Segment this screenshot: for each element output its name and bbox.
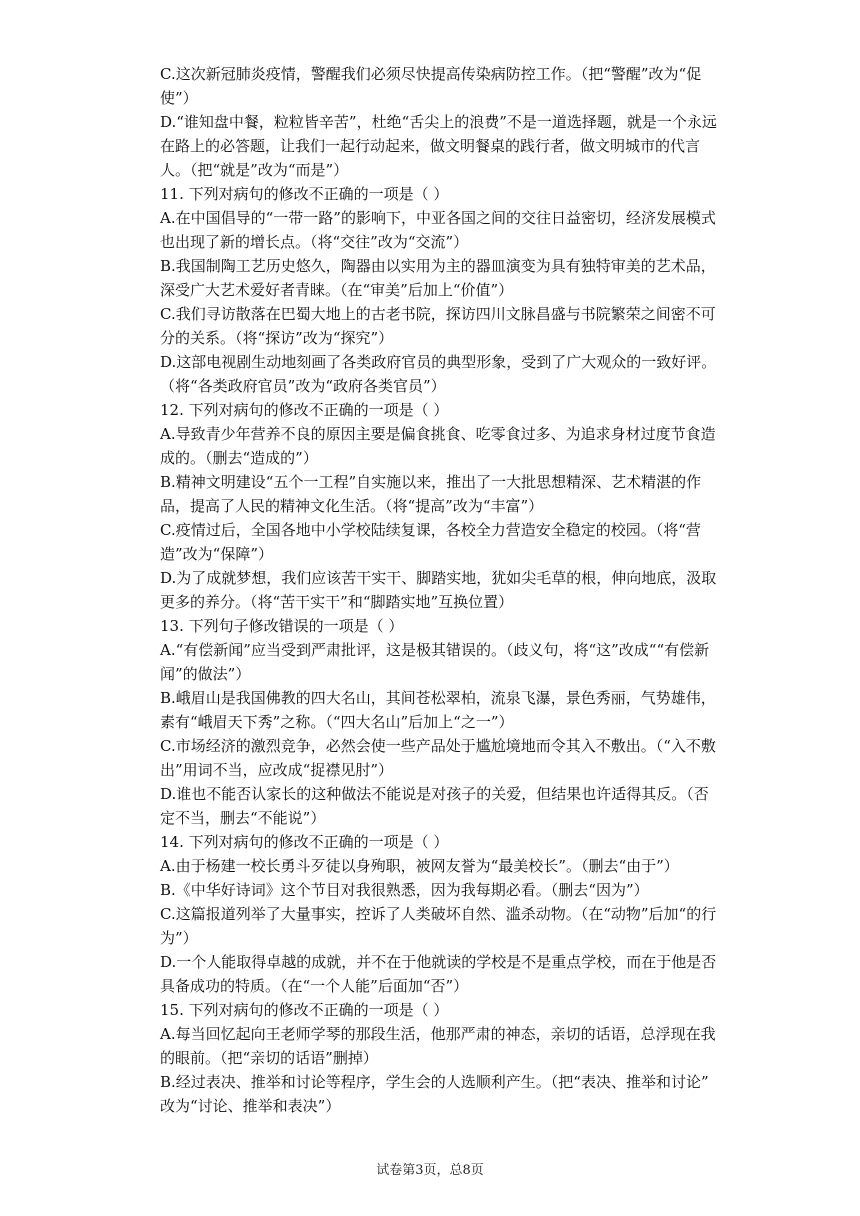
text-line: A.在中国倡导的“一带一路”的影响下，中亚各国之间的交往日益密切，经济发展模式 — [160, 209, 716, 227]
text-line: 人。（把“就是”改为“而是”） — [160, 161, 349, 179]
text-line: D.一个人能取得卓越的成就，并不在于他就读的学校是不是重点学校，而在于他是否 — [160, 953, 717, 971]
text-line: C.这篇报道列举了大量事实，控诉了人类破坏自然、滥杀动物。（在“动物”后加“的行 — [160, 905, 717, 923]
text-line: 素有“峨眉天下秀”之称。（“四大名山”后加上“之一”） — [160, 713, 514, 731]
text-line: 出”用词不当，应改成“捉襟见肘”） — [160, 761, 394, 779]
text-line: B.我国制陶工艺历史悠久，陶器由以实用为主的器皿演变为具有独特审美的艺术品， — [160, 257, 716, 275]
text-line: 为”） — [160, 929, 198, 947]
text-line: 的眼前。（把“亲切的话语”删掉） — [160, 1049, 378, 1067]
text-line: 品，提高了人民的精神文化生活。（将“提高”改为“丰富”） — [160, 497, 544, 515]
document-body — [160, 62, 720, 1118]
text-line: A.导致青少年营养不良的原因主要是偏食挑食、吃零食过多、为追求身材过度节食造 — [160, 425, 716, 443]
text-line: 闻”的做法”） — [160, 665, 251, 683]
text-line: B.《中华好诗词》这个节目对我很熟悉，因为我每期必看。（删去“因为”） — [160, 881, 649, 899]
text-line: 使”） — [160, 89, 198, 107]
question-12-stem: 12. 下列对病句的修改不正确的一项是（ ） — [160, 401, 449, 419]
text-line: 造”改为“保障”） — [160, 545, 274, 563]
text-line: 成的。（删去“造成的”） — [160, 449, 318, 467]
question-14-stem: 14. 下列对病句的修改不正确的一项是（ ） — [160, 833, 449, 851]
question-15-stem: 15. 下列对病句的修改不正确的一项是（ ） — [160, 1001, 449, 1019]
text-line: 定不当，删去“不能说”） — [160, 809, 326, 827]
question-11-stem: 11. 下列对病句的修改不正确的一项是（ ） — [160, 185, 449, 203]
text-line: C.这次新冠肺炎疫情，警醒我们必须尽快提高传染病防控工作。（把“警醒”改为“促 — [160, 65, 702, 83]
text-line: C.疫情过后，全国各地中小学校陆续复课，各校全力营造安全稳定的校园。（将“营 — [160, 521, 701, 539]
text-line: D.“谁知盘中餐，粒粒皆辛苦”，杜绝“舌尖上的浪费”不是一道选择题，就是一个永远 — [160, 113, 717, 131]
text-line: 改为“讨论、推举和表决”） — [160, 1097, 341, 1115]
text-line: （将“各类政府官员”改为“政府各类官员”） — [160, 377, 446, 395]
text-line: 深受广大艺术爱好者青睐。（在“审美”后加上“价值”） — [160, 281, 514, 299]
text-line: C.市场经济的激烈竞争，必然会使一些产品处于尴尬境地而令其入不敷出。（“入不敷 — [160, 737, 716, 755]
text-line: B.经过表决、推举和讨论等程序，学生会的人选顺利产生。（把“表决、推举和讨论” — [160, 1073, 709, 1091]
text-line: 更多的养分。（将“苦干实干”和“脚踏实地”互换位置） — [160, 593, 514, 611]
text-line: A.“有偿新闻”应当受到严肃批评，这是极其错误的。（歧义句，将“这”改成““有偿新 — [160, 641, 710, 659]
page-footer: 试卷第3页，总8页 — [376, 1163, 484, 1178]
text-line: A.由于杨建一校长勇斗歹徒以身殉职，被网友誉为“最美校长”。（删去“由于”） — [160, 857, 679, 875]
text-line: 在路上的必答题，让我们一起行动起来，做文明餐桌的践行者，做文明城市的代言 — [160, 137, 701, 155]
text-line: D.谁也不能否认家长的这种做法不能说是对孩子的关爱，但结果也许适得其反。（否 — [160, 785, 709, 803]
text-line: B.精神文明建设“五个一工程”自实施以来，推出了一大批思想精深、艺术精湛的作 — [160, 473, 702, 491]
text-line: 分的关系。（将“探访”改为“探究”） — [160, 329, 394, 347]
text-line: C.我们寻访散落在巴蜀大地上的古老书院，探访四川文脉昌盛与书院繁荣之间密不可 — [160, 305, 716, 323]
text-line: 具备成功的特质。（在“一个人能”后面加“否”） — [160, 977, 469, 995]
question-13-stem: 13. 下列句子修改错误的一项是（ ） — [160, 617, 404, 635]
text-line: D.为了成就梦想，我们应该苦干实干、脚踏实地，犹如尖毛草的根，伸向地底，汲取 — [160, 569, 717, 587]
text-line: D.这部电视剧生动地刻画了各类政府官员的典型形象，受到了广大观众的一致好评。 — [160, 353, 717, 371]
text-line: B.峨眉山是我国佛教的四大名山，其间苍松翠柏，流泉飞瀑，景色秀丽，气势雄伟， — [160, 689, 716, 707]
text-line: A.每当回忆起向王老师学琴的那段生活，他那严肃的神态，亲切的话语，总浮现在我 — [160, 1025, 716, 1043]
text-line: 也出现了新的增长点。（将“交往”改为“交流”） — [160, 233, 469, 251]
